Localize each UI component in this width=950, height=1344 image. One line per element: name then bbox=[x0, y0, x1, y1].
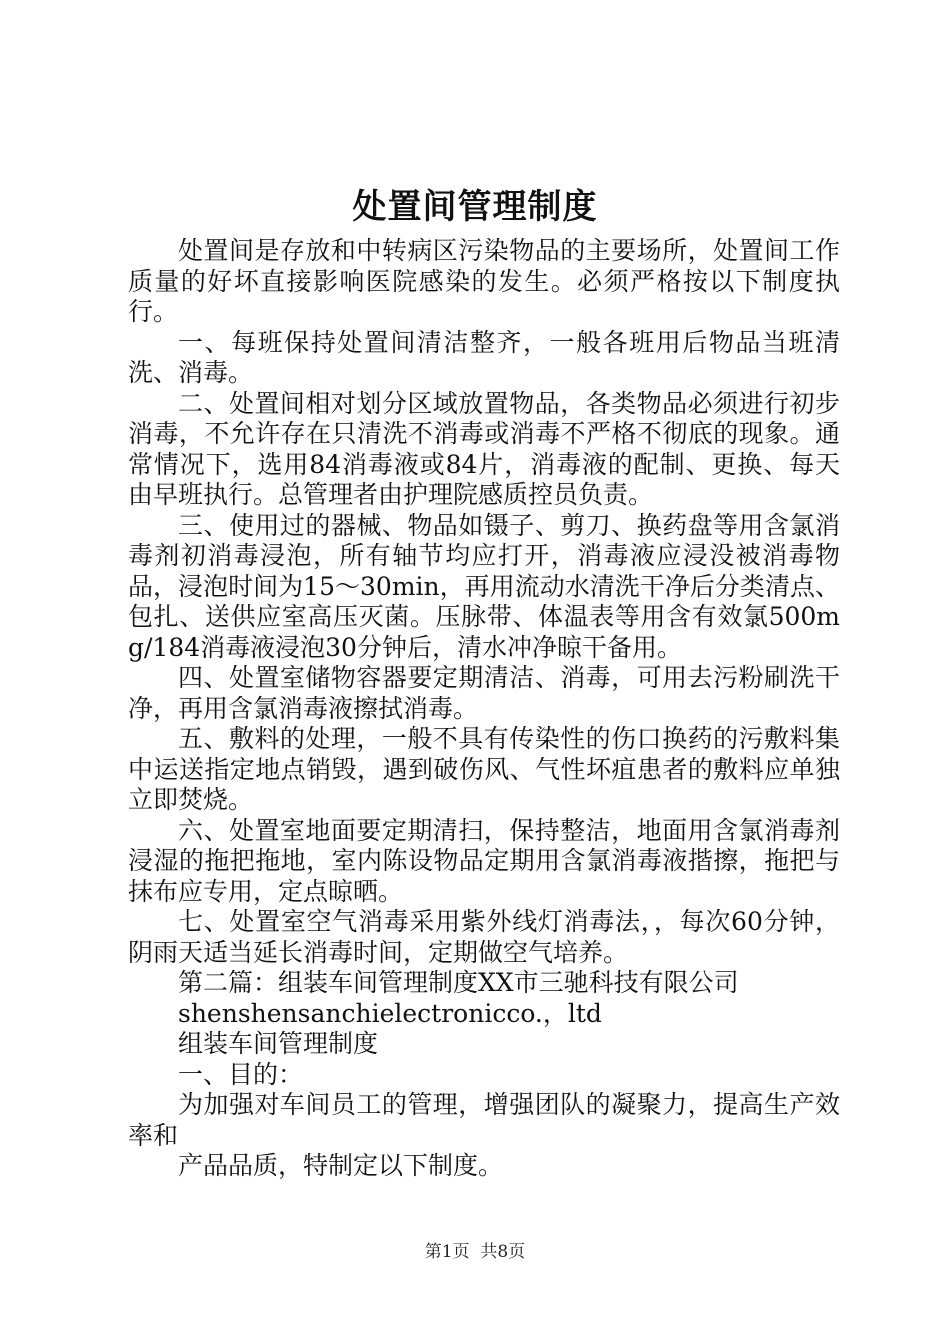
page-footer bbox=[0, 1240, 950, 1264]
rule-paragraph-6: 六、处置室地面要定期清扫，保持整洁，地面用含氯消毒剂浸湿的拖把拖地，室内陈设物品定期用含氯消毒液揩擦，拖把与抹布应专用，定点晾晒。 bbox=[128, 815, 840, 906]
rule-paragraph-4: 四、处置室储物容器要定期清洁、消毒，可用去污粉刷洗干净，再用含氯消毒液擦拭消毒。 bbox=[128, 663, 840, 723]
document-title: 处置间管理制度 bbox=[352, 187, 598, 227]
section-purpose-heading: 一、目的： bbox=[178, 1059, 304, 1089]
document-body bbox=[128, 236, 840, 1182]
rule-paragraph-7: 七、处置室空气消毒采用紫外线灯消毒法，，每次60分钟，阴雨天适当延长消毒时间，定期做空气培养。 bbox=[128, 907, 840, 967]
second-article-title: 组装车间管理制度 bbox=[178, 1029, 379, 1058]
purpose-paragraph-continued: 产品品质，特制定以下制度。 bbox=[178, 1151, 504, 1180]
company-english-name: shenshensanchielectronicco.，ltd bbox=[178, 998, 602, 1028]
rule-paragraph-2: 二、处置间相对划分区域放置物品，各类物品必须进行初步消毒，不允许存在只清洗不消毒或消毒不严格不彻底的现象。通常情况下，选用84消毒液或84片，消毒液的配制、更换、每天由早班执行。总管理者由护理院感质控员负责。 bbox=[128, 388, 840, 509]
intro-paragraph: 处置间是存放和中转病区污染物品的主要场所，处置间工作质量的好坏直接影响医院感染的发生。必须严格按以下制度执行。 bbox=[128, 236, 840, 326]
rule-paragraph-1: 一、每班保持处置间清洁整齐，一般各班用后物品当班清洗、消毒。 bbox=[128, 327, 840, 387]
second-article-heading: 第二篇：组装车间管理制度XX市三驰科技有限公司 bbox=[178, 968, 739, 997]
rule-paragraph-3: 三、使用过的器械、物品如镊子、剪刀、换药盘等用含氯消毒剂初消毒浸泡，所有轴节均应打开，消毒液应浸没被消毒物品，浸泡时间为15～30min，再用流动水清洗干净后分类清点、包扎、送供应室高压灭菌。压脉带、体温表等用含有效氯500mg/184消毒液浸泡30分钟后，清水冲净晾干备用。 bbox=[128, 510, 840, 662]
page-number-label: 第1页 共8页 bbox=[424, 1242, 526, 1262]
purpose-paragraph: 为加强对车间员工的管理，增强团队的凝聚力，提高生产效率和 bbox=[128, 1090, 840, 1150]
rule-paragraph-5: 五、敷料的处理，一般不具有传染性的伤口换药的污敷料集中运送指定地点销毁，遇到破伤风、气性坏疽患者的敷料应单独立即焚烧。 bbox=[128, 724, 840, 814]
